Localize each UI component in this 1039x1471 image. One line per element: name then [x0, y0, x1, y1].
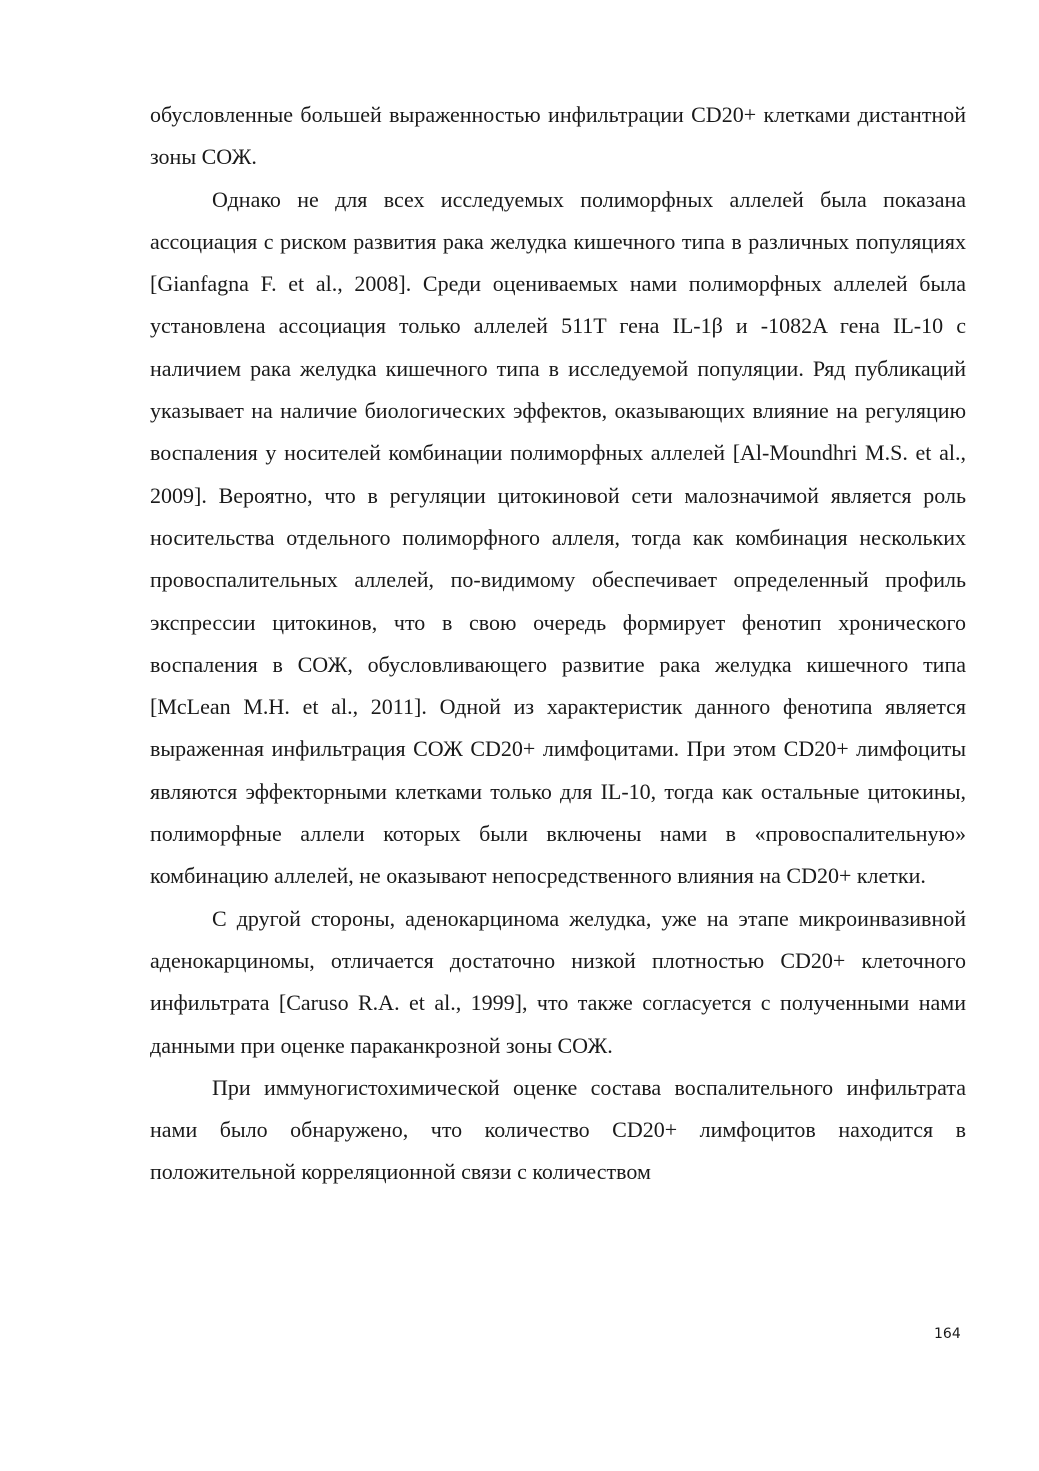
- paragraph-continuation: обусловленные большей выраженностью инфильтрации CD20+ клетками дистантной зоны СОЖ.: [150, 102, 966, 170]
- paragraph-immunohistochemistry: При иммуногистохимической оценке состава воспалительного инфильтрата нами было обнаружено, что количество CD20+ лимфоцитов находится в положительной корреляционной связи с количеством: [150, 1074, 966, 1185]
- body-text: [150, 94, 966, 1194]
- paragraph-adenocarcinoma: С другой стороны, аденокарцинома желудка, уже на этапе микроинвазивной аденокарциномы, отличается достаточно низкой плотностью CD20+ клеточного инфильтрата [Caruso R.A. et al., 1999], что также согласуется с полученными нами данными при оценке параканкрозной зоны СОЖ.: [150, 905, 966, 1058]
- paragraph-polymorphism-association: Однако не для всех исследуемых полиморфных аллелей была показана ассоциация с риском развития рака желудка кишечного типа в различных популяциях [Gianfagna F. et al., 2008]. Среди оцениваемых нами полиморфных аллелей была установлена ассоциация только аллелей 511T гена IL-1β и -1082A гена IL-10 с наличием рака желудка кишечного типа в исследуемой популяции. Ряд публикаций указывает на наличие биологических эффектов, оказывающих влияние на регуляцию воспаления у носителей комбинации полиморфных аллелей [Al-Moundhri M.S. et al., 2009]. Вероятно, что в регуляции цитокиновой сети малозначимой является роль носительства отдельного полиморфного аллеля, тогда как комбинация нескольких провоспалительных аллелей, по-видимому обеспечивает определенный профиль экспрессии цитокинов, что в свою очередь формирует фенотип хронического воспаления в СОЖ, обусловливающего развитие рака желудка кишечного типа [McLean M.H. et al., 2011]. Одной из характеристик данного фенотипа является выраженная инфильтрация СОЖ CD20+ лимфоцитами. При этом CD20+ лимфоциты являются эффекторными клетками только для IL-10, тогда как остальные цитокины, полиморфные аллели которых были включены нами в «провоспалительную» комбинацию аллелей, не оказывают непосредственного влияния на CD20+ клетки.: [150, 186, 967, 889]
- page-number: 164: [934, 1326, 961, 1342]
